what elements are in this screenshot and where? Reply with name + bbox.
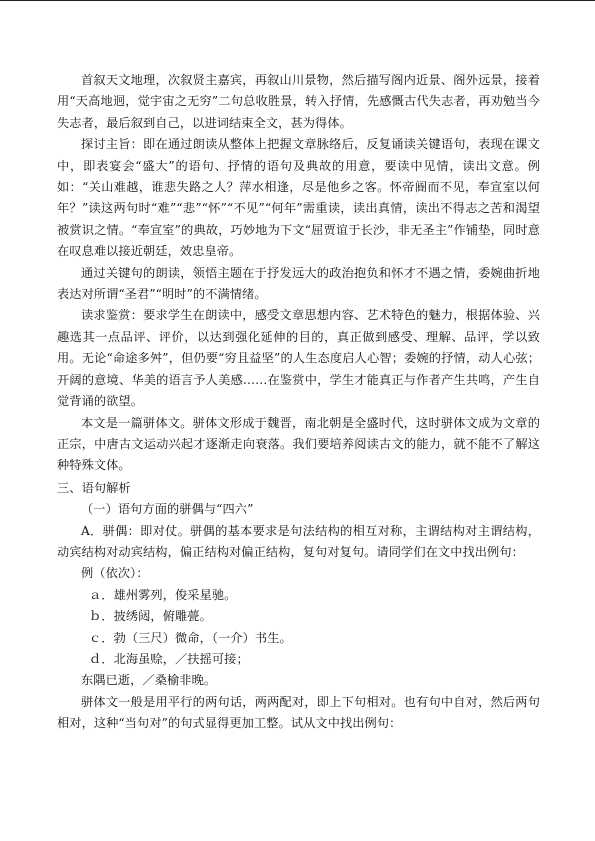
paragraph-parallel-prose: 本文是一篇骈体文。骈体文形成于魏晋，南北朝是全盛时代，这时骈体文成为文章的正宗，中唐古文运动兴起才逐渐走向衰落。我们要培养阅读古文的能力，就不能不了解这种特殊文体。: [57, 415, 540, 473]
section-heading: 三、语句解析: [57, 480, 131, 495]
definition-paragraph: A．骈偶：即对仗。骈偶的基本要求是句法结构的相互对称，主谓结构对主谓结构，动宾结构对动宾结构，偏正结构对偏正结构，复句对复句。请同学们在文中找出例句：: [57, 523, 540, 559]
example-item-c: ｃ．勃（三尺）微命，（一介）书生。: [89, 630, 292, 645]
paragraph-key-sentences: 通过关键句的朗读，领悟主题在于抒发远大的政治抱负和怀才不遇之情，委婉曲折地表达对所谓“圣君”“明时”的不满情绪。: [57, 265, 540, 302]
example-continuation: 东隅已逝，／桑榆非晚。: [81, 673, 217, 688]
document-body: [57, 70, 540, 735]
example-item-b: ｂ．披绣闼，俯雕甍。: [89, 609, 212, 624]
closing-paragraph: 骈体文一般是用平行的两句话，两两配对，即上下句相对。也有句中自对，然后两句相对，这种“当句对”的句式显得更加工整。试从文中找出例句：: [57, 694, 540, 731]
paragraph-appreciation: 读求鉴赏：要求学生在朗读中，感受文章思想内容、艺术特色的魅力，根据体验、兴趣选其一点品评、评价，以达到强化延伸的目的，真正做到感受、理解、品评，学以致用。无论“命途多舛”，但仍要“穷且益坚”的人生态度启人心智；委婉的抒情，动人心弦；开阔的意境、华美的语言予人美感……在鉴赏中，学生才能真正与作者产生共鸣，产生自觉背诵的欲望。: [57, 308, 540, 409]
top-rule: [0, 0, 595, 1]
paragraph-structure: 首叙天文地理，次叙贤主嘉宾，再叙山川景物，然后描写阁内近景、阁外远景，接着用“天高地迥，觉宇宙之无穷”二句总收胜景，转入抒情，先感慨古代失志者，再劝勉当今失志者，最后叙到自己，以进词结束全文，甚为得体。: [57, 73, 540, 130]
example-item-d: ｄ．北海虽赊，／扶摇可接；: [89, 651, 249, 666]
example-label: 例（依次）：: [81, 566, 149, 581]
example-item-a: ａ．雄州雾列，俊采星驰。: [89, 587, 237, 602]
subheading: （一）语句方面的骈偶与“四六”: [81, 502, 254, 517]
paragraph-theme: 探讨主旨：即在通过朗读从整体上把握文章脉络后，反复诵读关键语句，表现在课文中，即表宴会“盛大”的语句、抒情的语句及典故的用意，要读中见情，读出文意。例如：“关山难越，谁悲失路之人？萍水相逢，尽是他乡之客。怀帝阍而不见，奉宣室以何年？”读这两句时“难”“悲”“怀”“不见”“何年”需重读，读出真情，读出不得志之苦和渴望被赏识之情。“奉宣室”的典故，巧妙地为下文“屈贾谊于长沙，非无圣主”作铺垫，同时意在叹息难以接近朝廷，效忠皇帝。: [57, 137, 540, 259]
